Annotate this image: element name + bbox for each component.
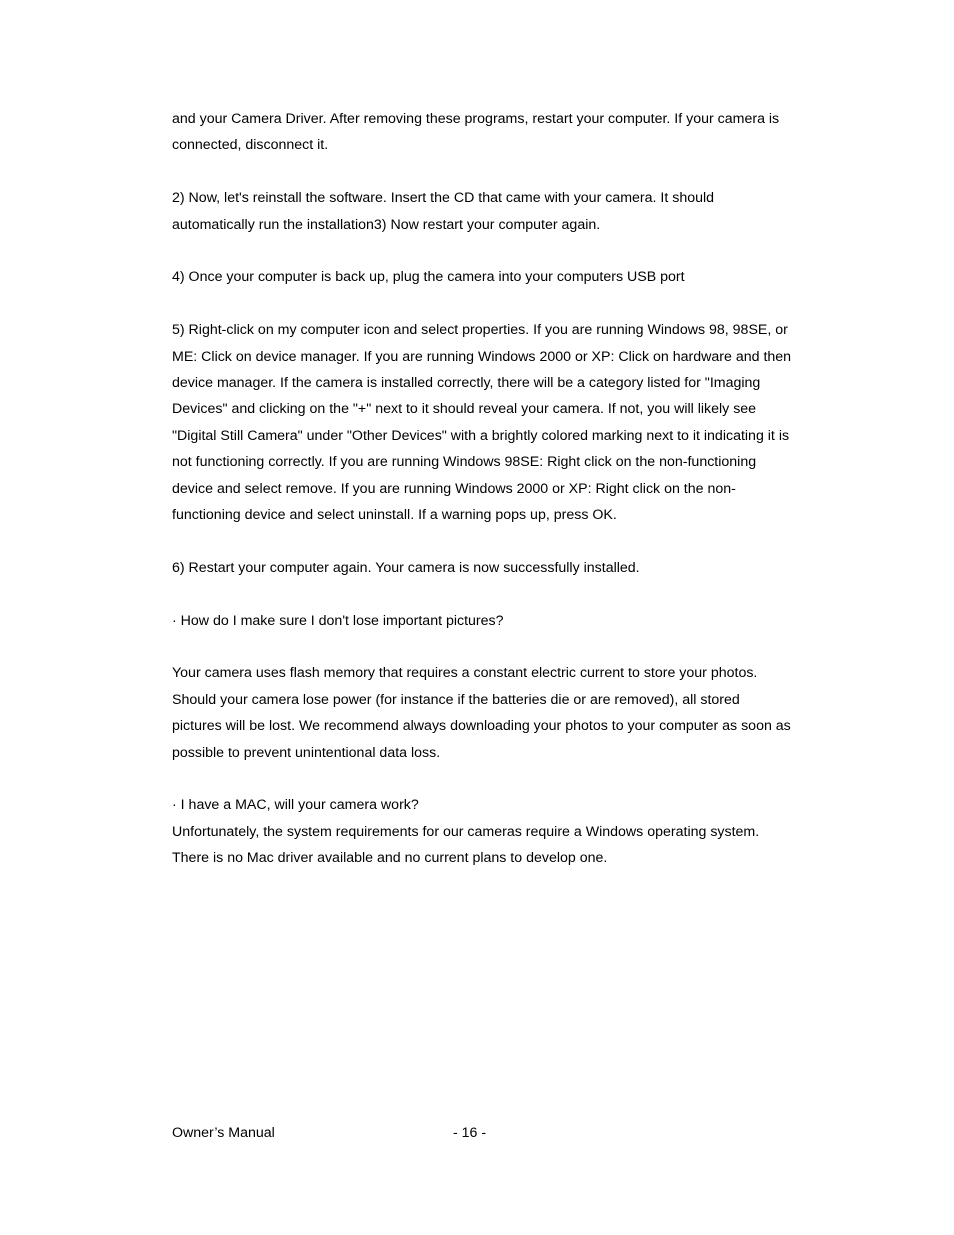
page-body — [172, 106, 792, 872]
footer-page-number: - 16 - — [453, 1125, 487, 1141]
faq-answer-flash-memory: Your camera uses flash memory that requires a constant electric current to store your photos. Should your camera lose power (for instance if the batteries die or are removed), all stored pictures will be lost. We recommend always downloading your photos to your computer as soon as possible to prevent unintentional data loss. — [172, 665, 791, 761]
paragraph-step-2-reinstall: 2) Now, let's reinstall the software. Insert the CD that came with your camera. It should automatically run the installation3) Now restart your computer again. — [172, 190, 715, 233]
faq-answer-mac: Unfortunately, the system requirements for our cameras require a Windows operating system. There is no Mac driver available and no current plans to develop one. — [172, 823, 760, 867]
faq-question-mac: · I have a MAC, will your camera work? — [172, 797, 419, 814]
paragraph-uninstall-continued: and your Camera Driver. After removing these programs, restart your computer. If your camera is connected, disconnect it. — [172, 111, 780, 154]
paragraph-step-4-plug-in: 4) Once your computer is back up, plug the camera into your computers USB port — [172, 269, 685, 286]
footer-manual-title: Owner’s Manual — [172, 1125, 275, 1141]
faq-question-lost-pictures: · How do I make sure I don't lose important pictures? — [172, 612, 504, 629]
paragraph-step-6-restart: 6) Restart your computer again. Your camera is now successfully installed. — [172, 559, 640, 576]
paragraph-step-5-device-manager: 5) Right-click on my computer icon and select properties. If you are running Windows 98, 98SE, or ME: Click on device manager. If you are running Windows 2000 or XP: Click on hardware and then device manager. If the camera is installed correctly, there will be a category listed for "Imaging Devices" and clicking on the "+" next to it should reveal your camera. If not, you will likely see "Digital Still Camera" under "Other Devices" with a brightly colored marking next to it indicating it is not functioning correctly. If you are running Windows 98SE: Right click on the non-functioning device and select remove. If you are running Windows 2000 or XP: Right click on the non-functioning device and select uninstall. If a warning pops up, press OK. — [172, 322, 792, 524]
